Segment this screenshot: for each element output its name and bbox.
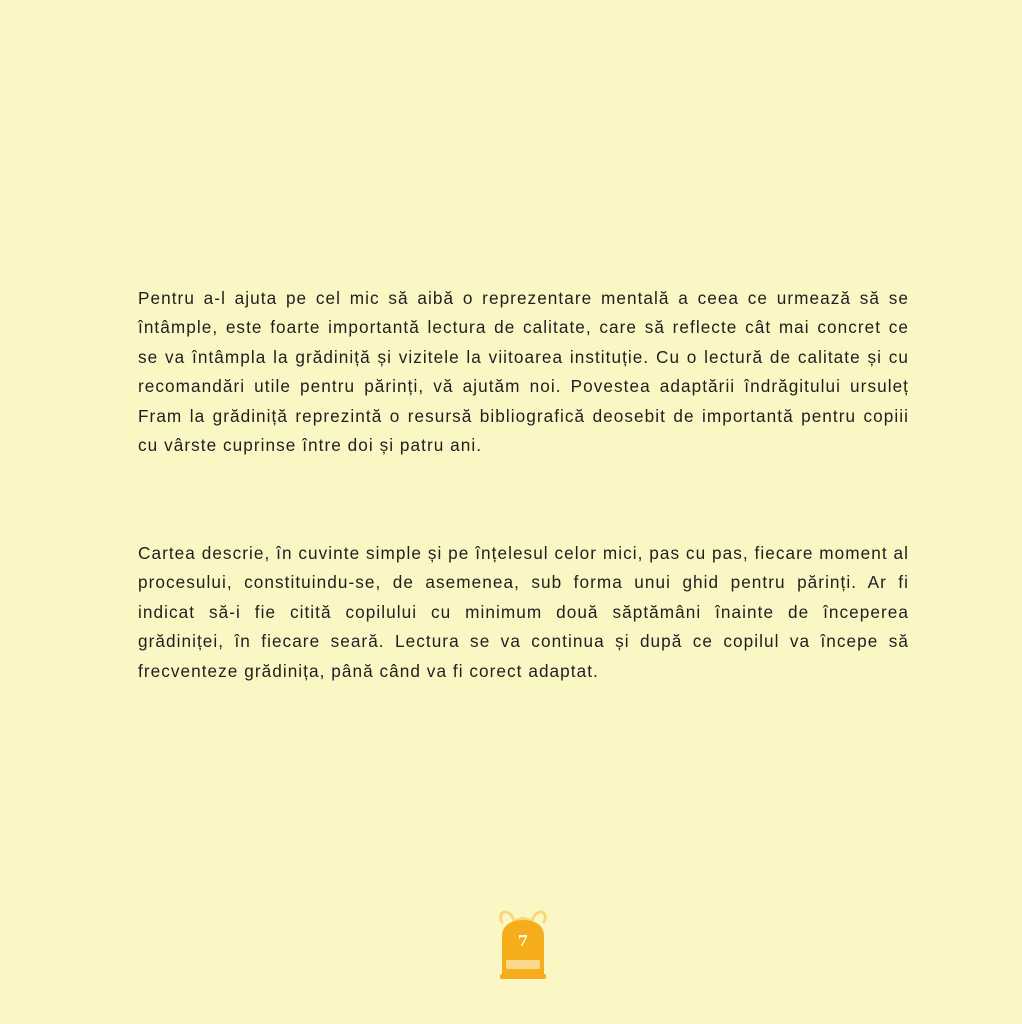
paragraph-2: Cartea descrie, în cuvinte simple și pe înțelesul celor mici, pas cu pas, fiecare moment al procesului, constituindu-se, de asemenea, sub forma unui ghid pentru părinți. Ar fi indicat să-i fie citită copilului cu minimum două săptămâni înainte de începerea grădiniței, în fiecare seară. Lectura se va continua și după ce copilul va începe să frecventeze grădinița, până când va fi corect adaptat. xyxy=(138,543,909,681)
page-number: 7 xyxy=(517,932,529,950)
page-number-badge xyxy=(496,908,550,980)
paragraph-1: Pentru a-l ajuta pe cel mic să aibă o reprezentare mentală a ceea ce urmează să se întâmple, este foarte importantă lectura de calitate, care să reflecte cât mai concret ce se va întâmpla la grădiniță și vizitele la viitoarea instituție. Cu o lectură de calitate și cu recomandări utile pentru părinți, vă ajutăm noi. Povestea adaptării îndrăgitului ursuleț Fram la grădiniță reprezintă o resursă bibliografică deosebit de importantă pentru copiii cu vârste cuprinse între doi și patru ani. xyxy=(138,288,909,456)
